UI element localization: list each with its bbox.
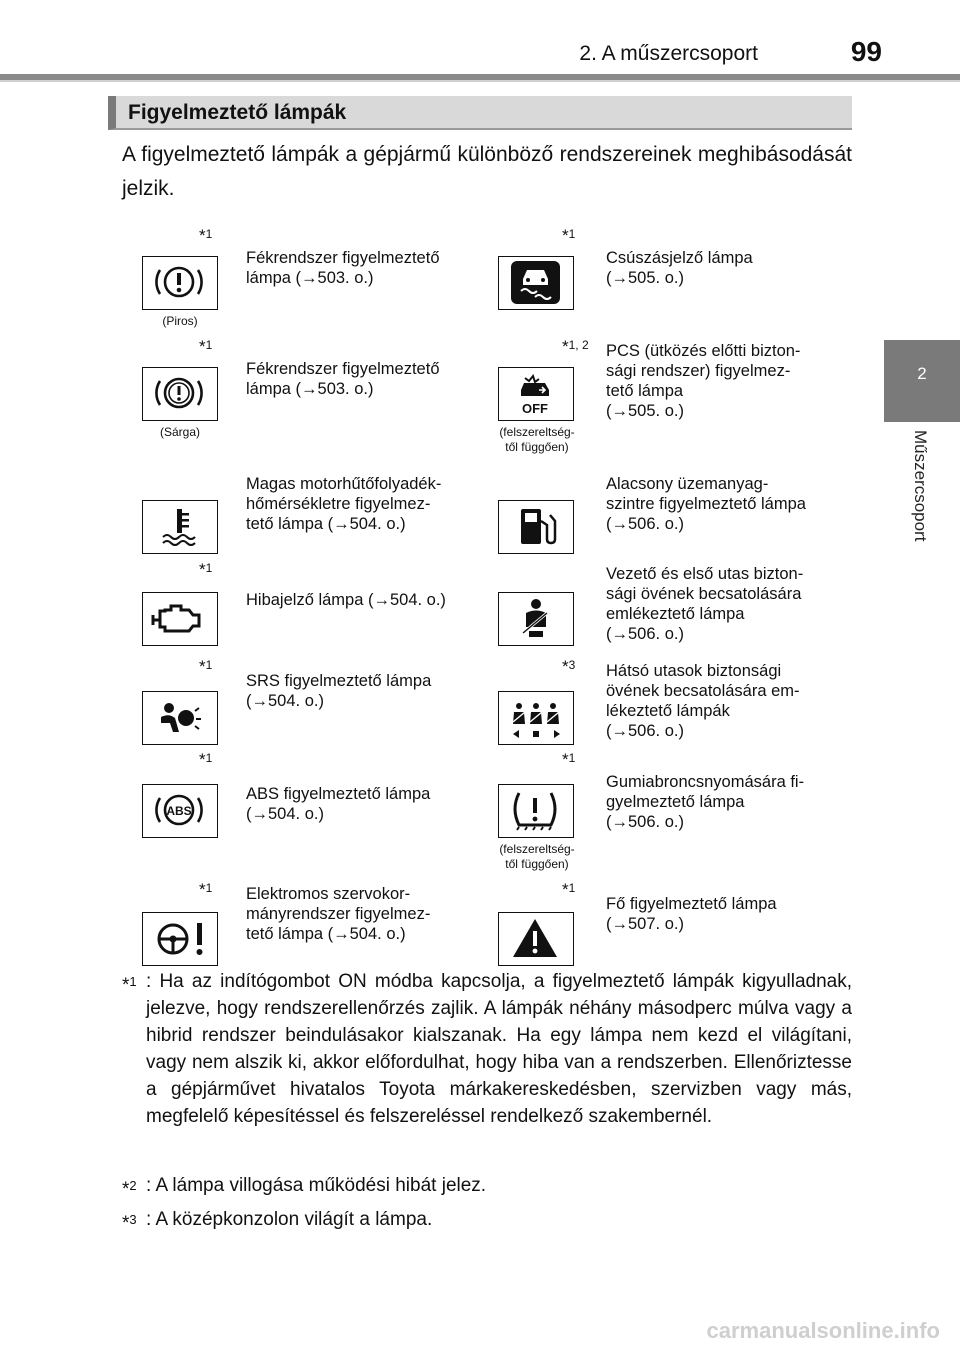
fuel-icon [498, 500, 574, 554]
lamp-description-line: (→505. o.) [606, 402, 684, 420]
lamp-description-line: Hátsó utasok biztonsági [606, 662, 782, 680]
asterisk: * [562, 657, 569, 676]
footnote-marker [562, 750, 575, 770]
lamp-description-line: tető lámpa (→504. o.) [246, 925, 406, 943]
srs-airbag-icon [142, 691, 218, 745]
lamp-description-line: PCS (ütközés előtti bizton- [606, 342, 801, 360]
lamp-description-line: (→507. o.) [606, 915, 684, 933]
footnote-ref: 1 [205, 338, 213, 352]
footnote-marker [122, 968, 137, 999]
lamp-description-line: lámpa (→503. o.) [246, 380, 374, 398]
footnote-ref: 1 [568, 227, 576, 241]
header-divider [0, 80, 960, 82]
lamp-description-line: Csúszásjelző lámpa [606, 249, 753, 267]
slip-indicator-icon [498, 256, 574, 310]
section-title: 2. A műszercsoport [579, 42, 758, 65]
asterisk: * [562, 337, 569, 356]
asterisk: * [199, 657, 206, 676]
asterisk: * [199, 560, 206, 579]
footnote-marker [562, 337, 589, 357]
lamp-description-line: Fő figyelmeztető lámpa [606, 895, 777, 913]
footnote-text: : A lámpa villogása működési hibát jelez. [146, 1175, 487, 1196]
lamp-description-line: tető lámpa (→504. o.) [246, 515, 406, 533]
footnote-ref: 1 [568, 751, 576, 765]
asterisk: * [562, 750, 569, 769]
lamp-description-line: sági rendszer) figyelmez- [606, 362, 791, 380]
footnote-ref: 1 [205, 227, 213, 241]
check-engine-icon [142, 592, 218, 646]
lamp-description-line: (→506. o.) [606, 813, 684, 831]
footnote-marker [199, 657, 212, 677]
asterisk: * [122, 975, 130, 996]
footnote-marker [122, 1172, 137, 1203]
footnote-ref: 1, 2 [568, 338, 589, 352]
footnote-marker [199, 337, 212, 357]
lamp-description-line: gyelmeztető lámpa [606, 793, 745, 811]
lamp-description-line: (→505. o.) [606, 269, 684, 287]
chapter-label: Műszercsoport [911, 430, 930, 542]
footnote-ref: 1 [205, 561, 213, 575]
section-heading: Figyelmeztető lámpák [128, 101, 347, 124]
lamp-description-line: sági övének becsatolására [606, 585, 802, 603]
asterisk: * [199, 750, 206, 769]
abs-icon [142, 784, 218, 838]
lamp-description-line: mányrendszer figyelmez- [246, 905, 431, 923]
footnote-text: : Ha az indítógombot ON módba kapcsolja, a figyelmeztető lámpák kigyulladnak, jelezve, hogy rendszerellenőrzés zajlik. A lámpák néhány másodperc múlva vagy a hibrid rendszer beindulásakor kialszanak. Ha egy lámpa nem kezd el világítani, vagy nem alszik ki, akkor előfordulhat, hogy hiba van a rendszerben. Ellenőriztesse a gépjárművet hivatalos Toyota márkakereskedésben, szervizben vagy más, megfelelő képesítéssel és felszereléssel rendelkező szakembernél. [146, 971, 852, 1127]
lamp-description-line: szintre figyelmeztető lámpa [606, 495, 806, 513]
lamp-description-line: lámpa (→503. o.) [246, 269, 374, 287]
footnote-text: : A középkonzolon világít a lámpa. [146, 1209, 433, 1230]
master-warning-icon [498, 912, 574, 966]
lamp-color-caption: (Sárga) [159, 425, 200, 439]
footnote-ref: 1 [205, 751, 213, 765]
lamp-description-line: Gumiabroncsnyomására fi- [606, 773, 805, 791]
footnote-ref: 3 [568, 658, 576, 672]
lamp-description-line: Magas motorhűtőfolyadék- [246, 475, 442, 493]
footnote-ref: 1 [205, 658, 213, 672]
lamp-description-line: ABS figyelmeztető lámpa [246, 785, 431, 803]
footnote-marker [199, 750, 212, 770]
lamp-description-line: tető lámpa [606, 382, 684, 400]
asterisk: * [562, 226, 569, 245]
lamp-description-line: (→506. o.) [606, 722, 684, 740]
lamp-description-line: hőmérsékletre figyelmez- [246, 495, 431, 513]
svg-text:ABS: ABS [166, 804, 192, 818]
lamp-description-line: (→504. o.) [246, 692, 324, 710]
footnote-number: 3 [129, 1212, 137, 1227]
pcs-off-icon [498, 367, 574, 421]
brake-parking-icon [142, 367, 218, 421]
lamp-description-line: emlékeztető lámpa [606, 605, 745, 623]
section-heading-bar [108, 96, 852, 130]
lamp-color-caption: (Piros) [162, 314, 198, 328]
equipment-caption-line: től függően) [505, 857, 569, 871]
asterisk: * [562, 880, 569, 899]
footnote-number: 2 [129, 1178, 137, 1193]
equipment-caption-line: től függően) [505, 440, 569, 454]
svg-text:OFF: OFF [522, 401, 548, 416]
lamp-description-line: övének becsatolására em- [606, 682, 800, 700]
chapter-tab [884, 340, 960, 422]
footnote-marker [562, 880, 575, 900]
footnote-marker [199, 560, 212, 580]
brake-warning-icon [142, 256, 218, 310]
page-number: 99 [850, 36, 882, 67]
lamp-description-line: (→506. o.) [606, 515, 684, 533]
watermark: carmanualsonline.info [706, 1318, 940, 1343]
lamp-description-line: Fékrendszer figyelmeztető [246, 360, 440, 378]
asterisk: * [199, 880, 206, 899]
lamp-description-line: Alacsony üzemanyag- [606, 475, 769, 493]
lamp-description-line: (→506. o.) [606, 625, 684, 643]
footnote-number: 1 [129, 974, 137, 989]
lamp-description-line: lékeztető lámpák [606, 702, 730, 720]
lamp-description-line: Fékrendszer figyelmeztető [246, 249, 440, 267]
asterisk: * [122, 1179, 130, 1200]
lamp-description-line: (→504. o.) [246, 805, 324, 823]
footnote-ref: 1 [568, 881, 576, 895]
equipment-caption-line: (felszereltség- [499, 425, 575, 439]
seatbelt-icon [498, 592, 574, 646]
power-steering-icon [142, 912, 218, 966]
lamp-description-line: Hibajelző lámpa (→504. o.) [246, 591, 446, 609]
footnote-marker [122, 1206, 137, 1237]
lamp-description-line: Vezető és első utas bizton- [606, 565, 804, 583]
lamp-description-line: SRS figyelmeztető lámpa [246, 672, 432, 690]
footnote-marker [199, 226, 212, 246]
asterisk: * [199, 226, 206, 245]
tire-pressure-icon [498, 784, 574, 838]
footnote-marker [562, 226, 575, 246]
coolant-temp-icon [142, 500, 218, 554]
footnote-marker [199, 880, 212, 900]
intro-paragraph: A figyelmeztető lámpák a gépjármű különböző rendszereinek meghibásodását jelzik. [122, 143, 852, 200]
footnote-marker [562, 657, 575, 677]
asterisk: * [122, 1213, 130, 1234]
asterisk: * [199, 337, 206, 356]
chapter-number: 2 [917, 364, 927, 383]
footnote-ref: 1 [205, 881, 213, 895]
equipment-caption-line: (felszereltség- [499, 842, 575, 856]
rear-seatbelt-icon [498, 691, 574, 745]
lamp-description-line: Elektromos szervokor- [246, 885, 411, 903]
